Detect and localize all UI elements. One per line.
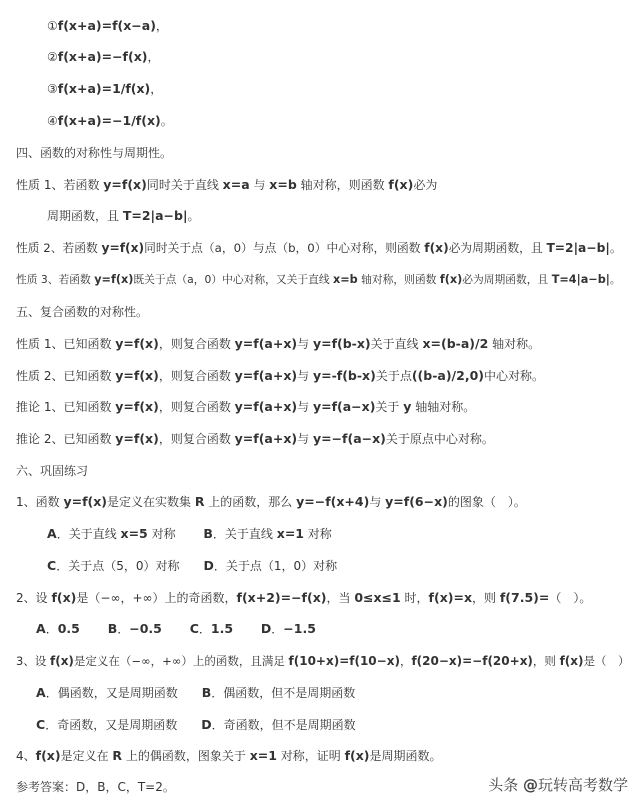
text-segment: ， bbox=[399, 654, 412, 668]
math-expression: x=b bbox=[269, 177, 297, 192]
math-expression: −1.5 bbox=[283, 621, 316, 636]
text-segment: 与 bbox=[297, 337, 313, 351]
text-segment: ． bbox=[198, 622, 211, 636]
text-segment: 是定义在 bbox=[60, 749, 113, 763]
text-segment bbox=[233, 622, 261, 636]
text-line bbox=[16, 430, 494, 448]
text-line bbox=[16, 589, 591, 607]
math-expression: y=f(b-x) bbox=[312, 336, 371, 351]
math-expression: y=f(a+x) bbox=[234, 336, 298, 351]
math-expression: f(x) bbox=[49, 654, 74, 668]
math-expression: y=f(x) bbox=[115, 431, 159, 446]
text-segment bbox=[162, 622, 190, 636]
text-line bbox=[16, 398, 475, 416]
text-line bbox=[16, 335, 540, 353]
text-line bbox=[16, 144, 172, 162]
text-segment: 的图象（ ）。 bbox=[447, 495, 526, 509]
text-segment: ．偶函数，但不是周期函数 bbox=[211, 686, 356, 700]
math-expression: x=5 bbox=[120, 526, 148, 541]
math-expression: C bbox=[36, 717, 46, 732]
math-expression: f(x+a)=−f(x) bbox=[57, 49, 148, 64]
text-segment: ， bbox=[150, 82, 163, 96]
math-expression: y=−f(x+4) bbox=[296, 494, 370, 509]
text-segment: ，则 bbox=[532, 654, 560, 668]
text-segment: 。 bbox=[187, 209, 200, 223]
text-segment: 性质 3、若函数 bbox=[16, 273, 95, 286]
text-segment: 是定义在（−∞，+∞）上的函数，且满足 bbox=[73, 654, 289, 668]
text-segment: ， bbox=[155, 19, 168, 33]
text-line bbox=[16, 239, 622, 257]
math-expression: D bbox=[260, 621, 272, 636]
math-expression: C bbox=[189, 621, 199, 636]
math-expression: A bbox=[47, 526, 57, 541]
text-segment: ③ bbox=[47, 82, 58, 96]
text-line bbox=[16, 747, 442, 765]
math-expression: −0.5 bbox=[129, 621, 162, 636]
text-segment: ．奇函数，但不是周期函数 bbox=[211, 718, 356, 732]
math-expression: 0≤x≤1 bbox=[354, 590, 401, 605]
math-expression: y=f(x) bbox=[101, 241, 145, 255]
text-segment: 六、巩固练习 bbox=[16, 464, 89, 478]
math-expression: T=4|a−b| bbox=[551, 273, 610, 286]
text-segment: 周期函数，且 bbox=[47, 209, 123, 223]
text-segment: 同时关于点（a，0）与点（b，0）中心对称，则函数 bbox=[144, 241, 425, 255]
text-segment: 性质 1、已知函数 bbox=[16, 337, 116, 351]
text-segment: 是周期函数。 bbox=[369, 749, 442, 763]
math-expression: y=f(x) bbox=[115, 368, 159, 383]
text-segment: 必为 bbox=[413, 178, 438, 192]
text-segment: 时， bbox=[400, 591, 429, 605]
math-expression: y=−f(a−x) bbox=[312, 431, 386, 446]
text-segment: 轴对称，则函数 bbox=[357, 273, 440, 286]
text-segment: 与 bbox=[297, 369, 313, 383]
text-segment: 上的偶函数，图象关于 bbox=[122, 749, 250, 763]
text-segment: 与 bbox=[297, 432, 313, 446]
text-segment: 与 bbox=[297, 400, 313, 414]
text-segment: 。 bbox=[160, 114, 173, 128]
text-line bbox=[36, 620, 316, 638]
text-segment bbox=[80, 622, 108, 636]
math-expression: x=1 bbox=[276, 526, 304, 541]
math-expression: f(x) bbox=[424, 241, 449, 255]
math-expression: R bbox=[112, 748, 123, 763]
math-expression: C bbox=[47, 558, 57, 573]
text-line bbox=[16, 652, 630, 670]
text-segment: 必为周期函数，且 bbox=[462, 273, 552, 286]
math-expression: f(x) bbox=[559, 654, 584, 668]
math-expression: B bbox=[201, 685, 212, 700]
text-segment: ． bbox=[271, 622, 284, 636]
text-segment: 对称，证明 bbox=[276, 749, 345, 763]
text-segment: 五、复合函数的对称性。 bbox=[16, 305, 149, 319]
text-line bbox=[47, 525, 332, 543]
text-line bbox=[16, 778, 175, 796]
text-line bbox=[47, 557, 337, 575]
math-expression: y=f(x) bbox=[63, 494, 108, 509]
text-segment: ．奇函数，又是周期函数 bbox=[45, 718, 202, 732]
text-line bbox=[47, 207, 200, 225]
text-segment: 既关于点（a，0）中心对称，又关于直线 bbox=[133, 273, 333, 286]
math-expression: T=2|a−b| bbox=[122, 208, 188, 223]
math-expression: f(x+2)=−f(x) bbox=[236, 590, 327, 605]
math-expression: A bbox=[36, 621, 46, 636]
text-line bbox=[36, 716, 356, 734]
text-segment: 轴对称。 bbox=[488, 337, 541, 351]
text-segment: 上的函数，那么 bbox=[204, 495, 297, 509]
text-segment: 关于直线 bbox=[370, 337, 423, 351]
text-segment: 1、函数 bbox=[16, 495, 64, 509]
text-segment: ，则 bbox=[472, 591, 500, 605]
text-segment: ，则复合函数 bbox=[158, 432, 235, 446]
text-segment: 是（ ） bbox=[583, 654, 630, 668]
text-segment: 。 bbox=[609, 273, 621, 286]
text-segment: 4、 bbox=[16, 749, 36, 763]
math-expression: f(20−x)=−f(20+x) bbox=[411, 654, 533, 668]
math-expression: f(x)=x bbox=[428, 590, 473, 605]
text-line bbox=[36, 684, 355, 702]
text-line bbox=[16, 271, 621, 289]
text-segment: 中心对称。 bbox=[483, 369, 544, 383]
text-segment: 性质 2、已知函数 bbox=[16, 369, 116, 383]
math-expression: D bbox=[203, 558, 214, 573]
math-expression: y=f(6−x) bbox=[385, 494, 448, 509]
math-expression: f(x) bbox=[388, 177, 414, 192]
math-expression: f(x) bbox=[35, 748, 61, 763]
text-line bbox=[16, 176, 437, 194]
text-segment: ，则复合函数 bbox=[158, 337, 235, 351]
math-expression: A bbox=[36, 685, 46, 700]
text-segment: 2、设 bbox=[16, 591, 52, 605]
math-expression: y=f(x) bbox=[94, 273, 134, 286]
text-line bbox=[16, 462, 88, 480]
text-segment: 轴对称，则函数 bbox=[296, 178, 389, 192]
text-segment: 对称 bbox=[147, 527, 204, 541]
text-segment: 3、设 bbox=[16, 654, 50, 668]
text-line bbox=[47, 17, 168, 35]
text-segment: ．偶函数，又是周期函数 bbox=[45, 686, 202, 700]
text-segment: 关于 bbox=[375, 400, 404, 414]
text-segment: ① bbox=[47, 19, 58, 33]
math-expression: f(7.5)= bbox=[499, 590, 550, 605]
text-segment: 推论 2、已知函数 bbox=[16, 432, 116, 446]
text-segment: ，则复合函数 bbox=[158, 369, 235, 383]
text-segment: ，当 bbox=[326, 591, 355, 605]
math-expression: 1.5 bbox=[210, 621, 234, 636]
text-segment: 是（−∞，+∞）上的奇函数， bbox=[76, 591, 237, 605]
text-segment: 是定义在实数集 bbox=[107, 495, 195, 509]
math-expression: f(x) bbox=[51, 590, 77, 605]
watermark-prefix: 头条 bbox=[488, 776, 523, 794]
math-expression: y=f(x) bbox=[103, 177, 147, 192]
math-expression: x=(b-a)/2 bbox=[422, 336, 489, 351]
math-expression: x=a bbox=[222, 177, 250, 192]
text-segment: 性质 2、若函数 bbox=[16, 241, 102, 255]
text-segment: 性质 1、若函数 bbox=[16, 178, 104, 192]
text-segment: 参考答案：D，B，C，T=2。 bbox=[16, 780, 175, 794]
watermark-at-sign: @ bbox=[522, 776, 538, 794]
math-expression: 0.5 bbox=[57, 621, 80, 636]
text-segment: ② bbox=[47, 50, 58, 64]
text-line bbox=[16, 303, 148, 321]
text-segment: ．关于直线 bbox=[56, 527, 121, 541]
text-segment: ，则复合函数 bbox=[158, 400, 235, 414]
math-expression: D bbox=[201, 717, 212, 732]
math-expression: f(x+a)=1/f(x) bbox=[57, 81, 151, 96]
text-segment: ， bbox=[147, 50, 160, 64]
math-expression: f(x+a)=f(x−a) bbox=[57, 18, 156, 33]
math-expression: ((b-a)/2,0) bbox=[411, 368, 484, 383]
text-segment: 轴轴对称。 bbox=[411, 400, 476, 414]
math-expression: B bbox=[203, 526, 213, 541]
math-expression: y=f(x) bbox=[115, 399, 159, 414]
text-line bbox=[47, 80, 162, 98]
text-segment: 与 bbox=[369, 495, 386, 509]
text-line bbox=[16, 367, 544, 385]
text-segment: 同时关于直线 bbox=[146, 178, 223, 192]
math-expression: T=2|a−b| bbox=[546, 241, 610, 255]
math-expression: B bbox=[107, 621, 118, 636]
watermark-account-name: 玩转高考数学 bbox=[537, 776, 628, 794]
text-segment: 必为周期函数，且 bbox=[448, 241, 547, 255]
text-line bbox=[16, 493, 526, 511]
math-expression: R bbox=[194, 494, 205, 509]
math-expression: y=-f(b-x) bbox=[312, 368, 376, 383]
text-segment: 对称 bbox=[303, 527, 332, 541]
text-segment: ④ bbox=[47, 114, 58, 128]
text-segment: 。 bbox=[609, 241, 622, 255]
math-expression: x=b bbox=[333, 273, 358, 286]
math-expression: y=f(a−x) bbox=[312, 399, 376, 414]
text-segment: 关于原点中心对称。 bbox=[385, 432, 494, 446]
text-segment: ． bbox=[45, 622, 58, 636]
text-line bbox=[47, 48, 160, 66]
math-expression: y=f(x) bbox=[115, 336, 159, 351]
text-line bbox=[47, 112, 173, 130]
text-segment: ．关于点（1，0）对称 bbox=[213, 559, 338, 573]
text-segment: ．关于点（5，0）对称 bbox=[56, 559, 204, 573]
math-expression: y bbox=[403, 399, 412, 414]
math-expression: y=f(a+x) bbox=[234, 399, 298, 414]
math-expression: y=f(a+x) bbox=[234, 368, 298, 383]
math-expression: f(x+a)=−1/f(x) bbox=[57, 113, 161, 128]
math-expression: f(x) bbox=[344, 748, 370, 763]
text-segment: 四、函数的对称性与周期性。 bbox=[16, 146, 173, 160]
text-segment: ． bbox=[117, 622, 130, 636]
math-expression: f(x) bbox=[439, 273, 463, 286]
text-segment: （ ）。 bbox=[549, 591, 592, 605]
text-segment: ．关于直线 bbox=[212, 527, 277, 541]
text-segment: 与 bbox=[249, 178, 270, 192]
watermark bbox=[488, 774, 628, 795]
math-expression: x=1 bbox=[249, 748, 277, 763]
text-segment: 关于点 bbox=[375, 369, 412, 383]
math-expression: f(10+x)=f(10−x) bbox=[288, 654, 400, 668]
math-expression: y=f(a+x) bbox=[234, 431, 298, 446]
text-segment: 推论 1、已知函数 bbox=[16, 400, 116, 414]
